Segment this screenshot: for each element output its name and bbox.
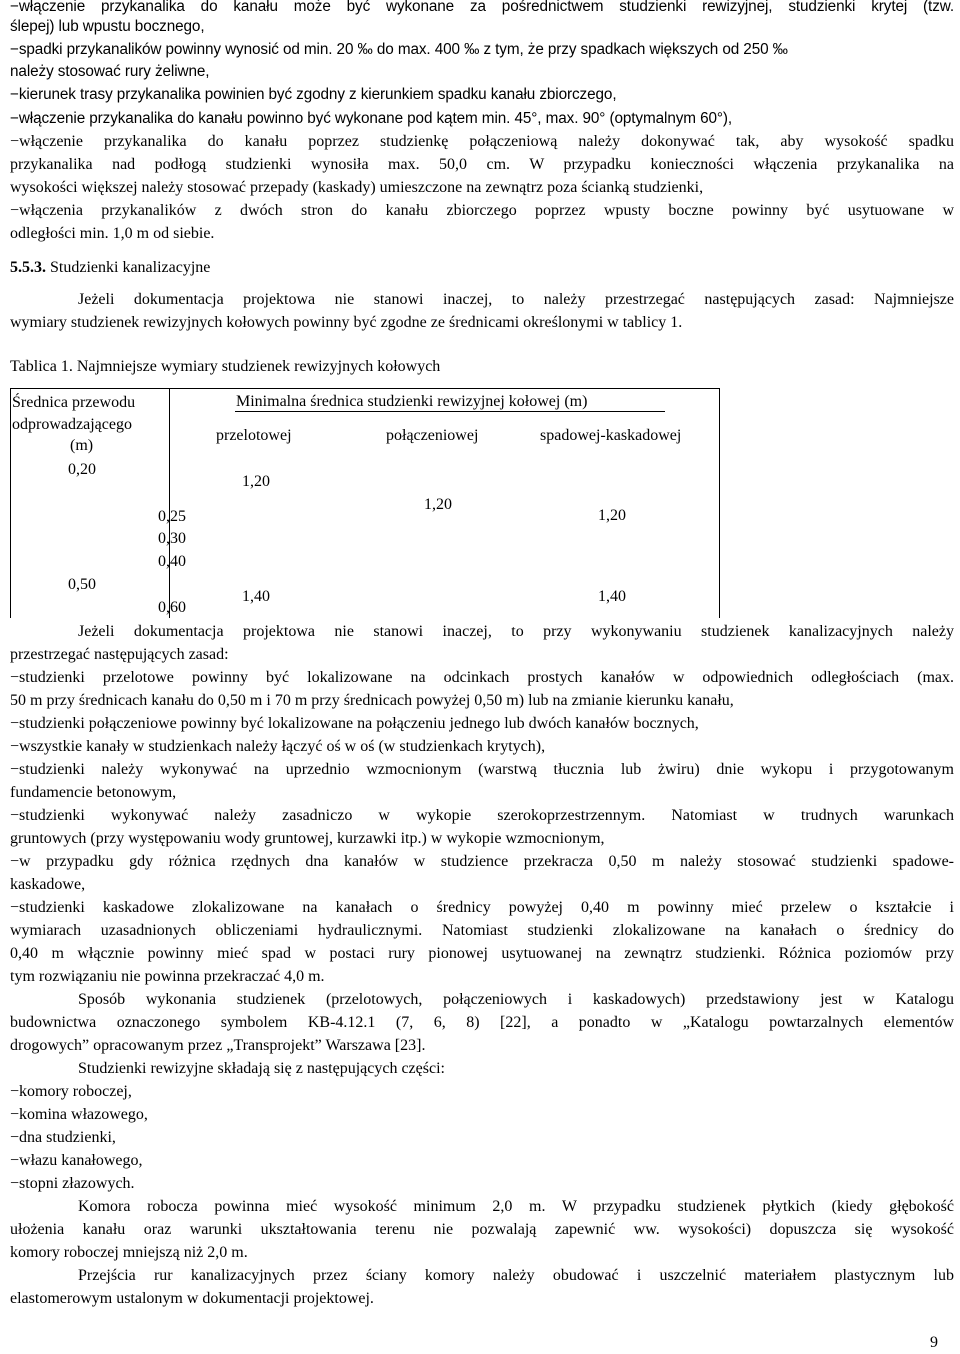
table-border — [10, 388, 720, 389]
text-line: przestrzegać następujących zasad: — [10, 646, 229, 663]
text-line: −wszystkie kanały w studzienkach należy łączyć oś w oś (w studzienkach krytych), — [10, 738, 546, 755]
col-header-spadowej: spadowej-kaskadowej — [540, 427, 682, 444]
text-line: budownictwa oznaczonego symbolem KB-4.12.1 (7, 6, 8) [22], a ponadto w „Katalogu powtarzalnych elementów — [10, 1014, 954, 1031]
text-line: −kierunek trasy przykanalika powinien być zgodny z kierunkiem spadku kanału zbiorczego, — [10, 86, 617, 103]
text-line: fundamencie betonowym, — [10, 784, 177, 801]
value-cell: 1,20 — [242, 473, 270, 490]
section-number: 5.5.3. — [10, 259, 46, 276]
text-line: −studzienki należy wykonywać na uprzednio wzmocnionym (warstwą tłucznia lub żwiru) dnie wykopu i przygotowanym — [10, 761, 954, 778]
text-line: ślepej) lub wpustu bocznego, — [10, 18, 205, 35]
group-header: Minimalna średnica studzienki rewizyjnej kołowej (m) — [236, 393, 588, 410]
diameter-cell: 0,25 — [158, 508, 186, 525]
section-title: Studzienki kanalizacyjne — [50, 259, 211, 276]
text-line: komory roboczej mniejszą niż 2,0 m. — [10, 1244, 248, 1261]
list-item: −stopni złazowych. — [10, 1175, 135, 1192]
text-line: wysokości większej należy stosować przepady (kaskady) umieszczone na zewnątrz poza ścianką studzienki, — [10, 179, 704, 196]
diameter-cell: 0,30 — [158, 530, 186, 547]
table-border — [169, 388, 170, 618]
col-header-przelotowej: przelotowej — [216, 427, 292, 444]
text-line: Sposób wykonania studzienek (przelotowych, połączeniowych i kaskadowych) przedstawiony jest w Katalogu — [78, 991, 954, 1008]
text-line: −włączenia przykanalików z dwóch stron do kanału zbiorczego poprzez wpusty boczne powinny być usytuowane w — [10, 202, 954, 219]
text-line: −studzienki wykonywać należy zasadniczo w wykopie szerokoprzestrzennym. Natomiast w trudnych warunkach — [10, 807, 954, 824]
text-line: Studzienki rewizyjne składają się z następujących części: — [78, 1060, 445, 1077]
table-caption: Tablica 1. Najmniejsze wymiary studzienek rewizyjnych kołowych — [10, 358, 441, 375]
text-line: wymiary studzienek rewizyjnych kołowych powinny być zgodne ze średnicami określonymi w tablicy 1. — [10, 314, 683, 331]
text-line: −włączenie przykanalika do kanału może być wykonane za pośrednictwem studzienki rewizyjnej, studzienki krytej (tzw. — [10, 0, 954, 15]
text-line: Jeżeli dokumentacja projektowa nie stanowi inaczej, to należy przestrzegać następujących zasad: Najmniejsze — [78, 291, 954, 308]
text-line: 50 m przy średnicach kanału do 0,50 m i 70 m przy średnicach powyżej 0,50 m) lub na zmianie kierunku kanału, — [10, 692, 734, 709]
text-line: wymiarach uzasadnionych obliczeniami hydraulicznymi. Natomiast studzienki zlokalizowane na kanałach o średnicy do — [10, 922, 954, 939]
text-line: 0,40 m włącznie powinny mieć spad w postaci rury pionowej usytuowanej na zewnątrz studzienki. Różnica poziomów przy — [10, 945, 954, 962]
text-line: −studzienki kaskadowe zlokalizowane na kanałach o średnicy powyżej 0,40 m powinny mieć przelew o kształcie i — [10, 899, 954, 916]
text-line: −spadki przykanalików powinny wynosić od min. 20 ‰ do max. 400 ‰ z tym, że przy spadkach większych od 250 ‰ — [10, 41, 788, 58]
list-item: −dna studzienki, — [10, 1129, 116, 1146]
diameter-cell: 0,60 — [158, 599, 186, 616]
text-line: −włączenie przykanalika do kanału poprzez studzienkę połączeniową należy dokonywać tak, aby wysokość spadku — [10, 133, 954, 150]
text-line: odległości min. 1,0 m od siebie. — [10, 225, 215, 242]
text-line: elastomerowym ustalonym w dokumentacji projektowej. — [10, 1290, 374, 1307]
text-line: Komora robocza powinna mieć wysokość minimum 2,0 m. W przypadku studzienek płytkich (kiedy głębokość — [78, 1198, 954, 1215]
col-header-line: (m) — [70, 437, 94, 454]
text-line: Jeżeli dokumentacja projektowa nie stanowi inaczej, to przy wykonywaniu studzienek kanalizacyjnych należy — [78, 623, 954, 640]
list-item: −komina włazowego, — [10, 1106, 148, 1123]
diameter-cell: 0,40 — [158, 553, 186, 570]
section-heading — [10, 258, 954, 278]
text-line: −studzienki przelotowe powinny być lokalizowane na odcinkach prostych kanałów w odpowiednich odległościach (max. — [10, 669, 954, 686]
value-cell: 1,40 — [242, 588, 270, 605]
dimensions-table — [10, 388, 720, 618]
value-cell: 1,40 — [598, 588, 626, 605]
text-line: należy stosować rury żeliwne, — [10, 63, 210, 80]
table-border — [719, 388, 720, 618]
diameter-cell: 0,50 — [68, 576, 96, 593]
text-line: przykanalika nad podłogą studzienki wynosiła max. 50,0 cm. W przypadku konieczności włączenia przykanalika na — [10, 156, 954, 173]
list-item: −włazu kanałowego, — [10, 1152, 143, 1169]
text-line: drogowych” opracowanym przez „Transprojekt” Warszawa [23]. — [10, 1037, 426, 1054]
value-cell: 1,20 — [424, 496, 452, 513]
text-line: −studzienki połączeniowe powinny być lokalizowane na połączeniu jednego lub dwóch kanałów bocznych, — [10, 715, 699, 732]
col-header-polaczeniowej: połączeniowej — [386, 427, 479, 444]
value-cell: 1,20 — [598, 507, 626, 524]
page-number: 9 — [930, 1334, 938, 1351]
col-header-line: Średnica przewodu — [12, 394, 136, 411]
text-line: ułożenia kanału oraz warunki ukształtowania terenu nie pozwalają zapewnić ww. wysokości) dopuszcza się wysokość — [10, 1221, 954, 1238]
text-line: Przejścia rur kanalizacyjnych przez ściany komory należy obudować i uszczelnić materiałem plastycznym lub — [78, 1267, 954, 1284]
text-line: kaskadowe, — [10, 876, 86, 893]
text-line: gruntowych (przy występowaniu wody gruntowej, kurzawki itp.) w wykopie wzmocnionym, — [10, 830, 605, 847]
text-line: −włączenie przykanalika do kanału powinno być wykonane pod kątem min. 45°, max. 90° (optymalnym 60°), — [10, 110, 733, 127]
text-line: tym rozwiązaniu nie powinna przekraczać 4,0 m. — [10, 968, 325, 985]
table-border — [10, 388, 11, 618]
list-item: −komory roboczej, — [10, 1083, 132, 1100]
text-line: −w przypadku gdy różnica rzędnych dna kanałów w studzience przekracza 0,50 m należy stosować studzienki spadowe- — [10, 853, 954, 870]
col-header-line: odprowadzającego — [12, 416, 132, 433]
diameter-cell: 0,20 — [68, 461, 96, 478]
